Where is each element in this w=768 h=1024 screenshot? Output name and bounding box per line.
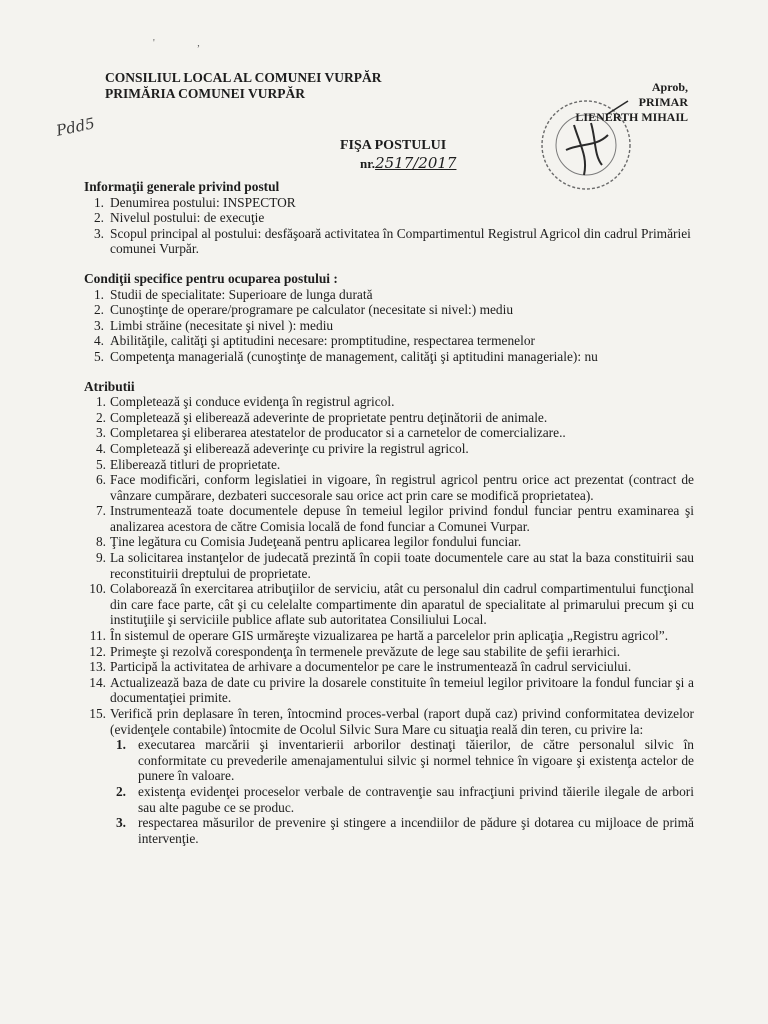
approval-role: PRIMAR <box>638 95 688 109</box>
duty-item-number: 1. <box>95 394 106 410</box>
conditions-list <box>84 287 694 365</box>
registration-number-prefix: nr. <box>360 156 376 171</box>
duty-15-sub-list <box>110 737 694 846</box>
condition-item-number: 1. <box>93 286 104 302</box>
sub-duty-item <box>110 815 694 846</box>
general-info-item <box>84 226 694 257</box>
duty-item-text: Primeşte şi rezolvă corespondenţa în termenele prevăzute de lege sau stabilite de şefii ierarhici. <box>110 643 621 659</box>
general-info-list <box>84 195 694 257</box>
condition-item-text: Limbi străine (necesitate şi nivel ): mediu <box>110 317 334 333</box>
condition-item-text: Studii de specialitate: Superioare de lunga durată <box>110 286 373 302</box>
general-info-item-text: Scopul principal al postului: desfăşoară activitatea în Compartimentul Registrul Agricol din cadrul Primăriei comunei Vurpăr. <box>110 225 691 257</box>
duty-item-number: 11. <box>89 628 106 644</box>
condition-item-text: Abilităţile, calităţi şi aptitudini necesare: promptitudine, respectarea termenelor <box>110 333 535 349</box>
document-title: FIŞA POSTULUI <box>340 138 447 153</box>
duty-item-text: Face modificări, conform legislatiei in vigoare, în registrul agricol pentru orice act prezentat (contract de vânzare cumpărare, dezbateri succesorale sau orice act prin care se modifică proprietatea). <box>110 472 694 503</box>
duty-item-number: 8. <box>95 534 106 550</box>
approval-block <box>548 80 688 125</box>
duty-item-text: Completează şi eliberează adeverinţe cu privire la registrul agricol. <box>110 440 469 456</box>
duty-item <box>84 581 694 628</box>
duty-item <box>84 706 694 737</box>
general-info-item-number: 3. <box>93 225 104 241</box>
general-info-item-number: 1. <box>93 194 104 210</box>
duty-item-number: 9. <box>95 550 106 566</box>
general-info-item-text: Nivelul postului: de execuţie <box>110 210 265 226</box>
duty-item-number: 3. <box>95 425 106 441</box>
condition-item-number: 3. <box>93 317 104 333</box>
condition-item-text: Cunoştinţe de operare/programare pe calculator (necesitate si nivel:) mediu <box>110 302 514 318</box>
duty-item-number: 12. <box>89 643 106 659</box>
sub-duty-item-number: 3. <box>115 815 126 831</box>
scan-marks: ' , <box>153 38 220 49</box>
condition-item-number: 4. <box>93 333 104 349</box>
duty-item-text: Actualizează baza de date cu privire la dosarele constituite în temeiul legilor privitoare la fondul funciar şi a documentaţiei primite. <box>110 674 694 706</box>
document-body <box>84 179 694 846</box>
duty-item <box>84 675 694 706</box>
registration-number <box>360 154 456 172</box>
sub-duty-item-number: 1. <box>115 737 126 753</box>
duty-item-text: Ţine legătura cu Comisia Judeţeană pentru aplicarea legilor fondului funciar. <box>110 534 522 550</box>
institution-line-town-hall: PRIMĂRIA COMUNEI VURPĂR <box>105 86 305 101</box>
duty-item-number: 14. <box>89 674 106 690</box>
duty-item-number: 10. <box>89 581 106 597</box>
duty-item-number: 13. <box>89 659 106 675</box>
duty-item-text: Verifică prin deplasare în teren, întocmind proces-verbal (raport după caz) privind conformitatea devizelor (evidenţele contabile) întocmite de Ocolul Silvic Sura Mare cu situaţia reală din teren, cu privire la: <box>110 706 694 737</box>
condition-item <box>84 349 694 365</box>
duty-item <box>84 472 694 503</box>
duty-item <box>84 441 694 457</box>
duty-item <box>84 410 694 426</box>
general-info-item <box>84 210 694 226</box>
duty-item-text: În sistemul de operare GIS urmăreşte vizualizarea pe hartă a parcelelor prin aplicaţia „Registru agricol”. <box>110 628 669 644</box>
sub-duty-item <box>110 737 694 784</box>
condition-item <box>84 333 694 349</box>
duty-item-number: 4. <box>95 440 106 456</box>
approval-label: Aprob, <box>651 80 688 94</box>
condition-item <box>84 287 694 303</box>
duty-item-text: Completează şi eliberează adeverinte de proprietate pentru deţinătorii de animale. <box>110 409 548 425</box>
condition-item-number: 2. <box>93 302 104 318</box>
duty-item <box>84 628 694 644</box>
general-info-item <box>84 195 694 211</box>
registration-number-value: 2517/2017 <box>375 154 457 172</box>
duty-item <box>84 425 694 441</box>
duty-item <box>84 457 694 473</box>
sub-duty-item-text: respectarea măsurilor de prevenire şi stingere a incendiilor de pădure şi dotarea cu mijloace de primă intervenţie. <box>138 815 694 846</box>
duty-item-text: Completarea şi eliberarea atestatelor de producator si a carnetelor de comercializare.. <box>110 425 566 441</box>
duty-item <box>84 394 694 410</box>
duty-item-text: Completează şi conduce evidenţa în registrul agricol. <box>110 394 395 410</box>
duty-item <box>84 534 694 550</box>
duty-item-number: 15. <box>89 706 106 721</box>
duty-item-text: Participă la activitatea de arhivare a documentelor pe care le instrumentează în cadrul serviciului. <box>110 659 632 675</box>
duty-item <box>84 659 694 675</box>
sub-duty-item-text: existenţa evidenţei proceselor verbale de contravenţie sau infracţiuni privind tăierile ilegale de arbori sau alte pagube ce se produc. <box>138 783 694 815</box>
duty-item <box>84 644 694 660</box>
handwritten-margin-note: Pdd5 <box>54 114 97 140</box>
institution-line-council: CONSILIUL LOCAL AL COMUNEI VURPĂR <box>105 70 382 85</box>
institution-header <box>105 70 382 102</box>
condition-item <box>84 318 694 334</box>
general-info-item-number: 2. <box>93 210 104 226</box>
section-title-conditions: Condiţii specifice pentru ocuparea postului : <box>84 270 338 286</box>
sub-duty-item-text: executarea marcării şi inventarierii arborilor destinaţi tăierilor, de către personalul silvic în conformitate cu prevederile amenajamentului silvic şi normel tehnice în vigoare şi existenţa actelor de punere în valoare. <box>138 737 694 784</box>
approval-name: LIENERTH MIHAIL <box>575 110 688 124</box>
duty-item <box>84 503 694 534</box>
sub-duty-item <box>110 784 694 815</box>
duty-item-text: Instrumentează toate documentele depuse în temeiul legilor privind fondul funciar pentru examinarea şi analizarea acestora de către Comisia locală de fond funciar a Comunei Vurpar. <box>110 503 694 534</box>
duties-list <box>84 394 694 737</box>
condition-item <box>84 302 694 318</box>
duty-item-text: Eliberează titluri de proprietate. <box>110 456 281 472</box>
duty-item-number: 5. <box>95 456 106 472</box>
duty-item <box>84 550 694 581</box>
duty-item-text: La solicitarea instanţelor de judecată prezintă în copii toate documentele care au stat la baza constituirii sau reconstituirii dreptului de proprietate. <box>110 550 694 581</box>
section-title-general: Informaţii generale privind postul <box>84 179 280 194</box>
duty-item-text: Colaborează în exercitarea atribuţiilor de serviciu, atât cu personalul din cadrul compartimentului funcţional din care face parte, cât şi cu celelalte compartimente din aparatul de specialitate al primarului precum şi cu instituţiile şi serviciile publice aflate sub autoritatea Consiliului Local. <box>110 581 694 628</box>
duty-item-number: 6. <box>95 472 106 488</box>
duty-item-number: 2. <box>95 409 106 425</box>
condition-item-number: 5. <box>93 348 104 364</box>
condition-item-text: Competenţa managerială (cunoştinţe de management, calităţi şi aptitudini manageriale): nu <box>110 348 598 364</box>
sub-duty-item-number: 2. <box>115 783 126 799</box>
duty-item-number: 7. <box>95 503 106 519</box>
section-title-duties: Atributii <box>84 378 135 394</box>
general-info-item-text: Denumirea postului: INSPECTOR <box>110 194 296 210</box>
